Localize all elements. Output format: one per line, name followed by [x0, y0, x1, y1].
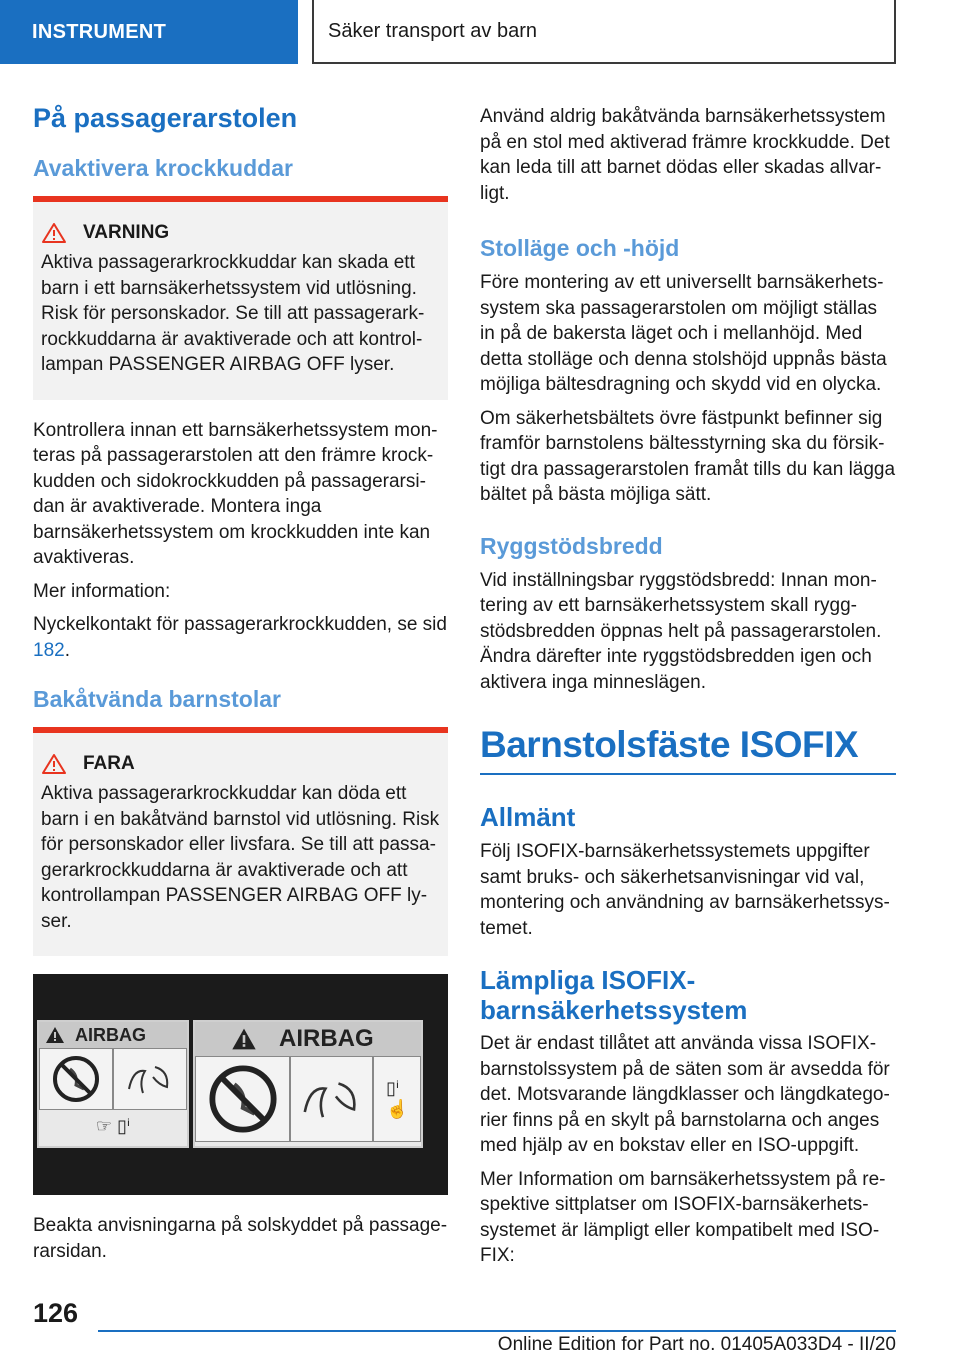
warning-text: Aktiva passagerarkrockkuddar kan skada ett barn i ett barnsäkerhetssystem vid utlösning. Risk för personskador. Se till att passagerarkrockkuddarna är avaktiverade och att kontrollampan PASSENGER AIRBAG OFF lyser.	[41, 252, 425, 375]
page-number: 126	[33, 1298, 79, 1328]
manual-icon: ▯ⁱ ☝	[373, 1056, 421, 1142]
no-child-seat-icon	[195, 1056, 290, 1142]
paragraph: Använd aldrig bakåtvända barnsäkerhetssystem på en stol med aktiverad främre krockkudde. Det kan leda till att barnet dödas eller skadas allvarligt.	[480, 106, 890, 204]
airbag-deploy-icon	[290, 1056, 373, 1142]
page-link[interactable]: 182	[33, 639, 65, 661]
left-column	[33, 100, 448, 1272]
subheading-rear-facing: Bakåtvända barnstolar	[33, 686, 281, 712]
header-chapter: Säker transport av barn	[312, 0, 896, 64]
warning-box	[33, 196, 448, 400]
section-title-isofix: Barnstolsfäste ISOFIX	[480, 723, 896, 775]
right-column	[480, 104, 896, 1277]
header-section: INSTRUMENT	[0, 0, 298, 64]
danger-icon	[41, 753, 67, 775]
airbag-deploy-icon	[113, 1048, 187, 1110]
airbag-text: AIRBAG	[75, 1024, 146, 1045]
paragraph-reference: Nyckelkontakt för passagerarkrockkudden, se sid 182.	[33, 614, 447, 661]
paragraph: Följ ISOFIX-barnsäkerhetssystemets uppgifter samt bruks- och säkerhetsanvisningar vid val, montering och användning av barnsäkerhetssystemet.	[480, 841, 890, 939]
airbag-label-large	[193, 1020, 423, 1148]
subheading-airbag: Avaktivera krockkuddar	[33, 155, 293, 181]
danger-title: FARA	[83, 753, 135, 774]
footer-edition: Online Edition for Part no. 01405A033D4 - II/20	[497, 1334, 896, 1355]
warning-icon	[41, 222, 67, 244]
airbag-label-small	[37, 1020, 189, 1148]
subheading-suitable-isofix: Lämpliga ISOFIX-barnsäkerhetssystem	[480, 965, 748, 1025]
paragraph: Kontrollera innan ett barnsäkerhetssystem monteras på passagerarstolen att den främre krockkudden och sidokrockkudden på passagerarsidan är avaktiverade. Montera inga barnsäkerhetssystem om krockkudden inte kan avaktiveras.	[33, 419, 438, 568]
section-title: På passagerarstolen	[33, 103, 298, 133]
airbag-text: AIRBAG	[279, 1025, 374, 1052]
paragraph: Mer Information om barnsäkerhetssystem på respektive sittplatser om ISOFIX-barnsäkerhetssystemet är lämpligt eller kompatibelt med ISOFIX:	[480, 1168, 886, 1266]
subheading-seat-position: Stolläge och -höjd	[480, 235, 680, 261]
paragraph: Mer information:	[33, 580, 171, 602]
subheading-backrest-width: Ryggstödsbredd	[480, 532, 663, 559]
warning-title: VARNING	[83, 222, 170, 243]
paragraph: Vid inställningsbar ryggstödsbredd: Innan montering av ett barnsäkerhetssystem skall ryggstödsbredden öppnas helt på passagerarstolen. Ändra därefter inte ryggstödsbredden igen och aktivera inga minneslägen.	[480, 569, 882, 693]
warning-triangle-icon	[231, 1027, 257, 1051]
danger-text: Aktiva passagerarkrockkuddar kan döda ett barn i en bakåtvänd barnstol vid utlösning. Risk för personskador eller livsfara. Se till att passagerarkrockkuddarna är avaktiverade och att kontrollampan PASSENGER AIRBAG OFF lyser.	[41, 783, 440, 932]
footer-divider	[98, 1330, 896, 1332]
paragraph: Om säkerhetsbältets övre fästpunkt befinner sig framför barnstolens bältesstyrning ska du försiktigt dra passagerarstolen framåt tills du kan lägga bältet på bästa möjliga sätt.	[480, 407, 896, 505]
paragraph: Det är endast tillåtet att använda vissa ISOFIX-barnstolssystem på de säten som är avsedda för det. Motsvarande längdklasser och längdkategorier finns på en skylt på barnstolarna och anges med hjälp av en bokstav eller en ISO-uppgift.	[480, 1033, 890, 1156]
paragraph: Före montering av ett universellt barnsäkerhetssystem ska passagerarstolen om möjligt ställas in på de bakersta läget och i mellanhöjd. Med detta stolläge och denna stolshöjd uppnås bästa möjliga bältesdragning och skydd vid en olycka.	[480, 272, 887, 395]
no-child-seat-icon	[39, 1048, 113, 1110]
manual-icon: ☞ ▯ⁱ	[95, 1115, 131, 1136]
danger-box	[33, 727, 448, 956]
warning-triangle-icon	[45, 1026, 65, 1044]
photo-caption: Beakta anvisningarna på solskyddet på passagerarsidan.	[33, 1215, 448, 1262]
subheading-general: Allmänt	[480, 802, 576, 832]
airbag-label-photo	[33, 974, 448, 1195]
